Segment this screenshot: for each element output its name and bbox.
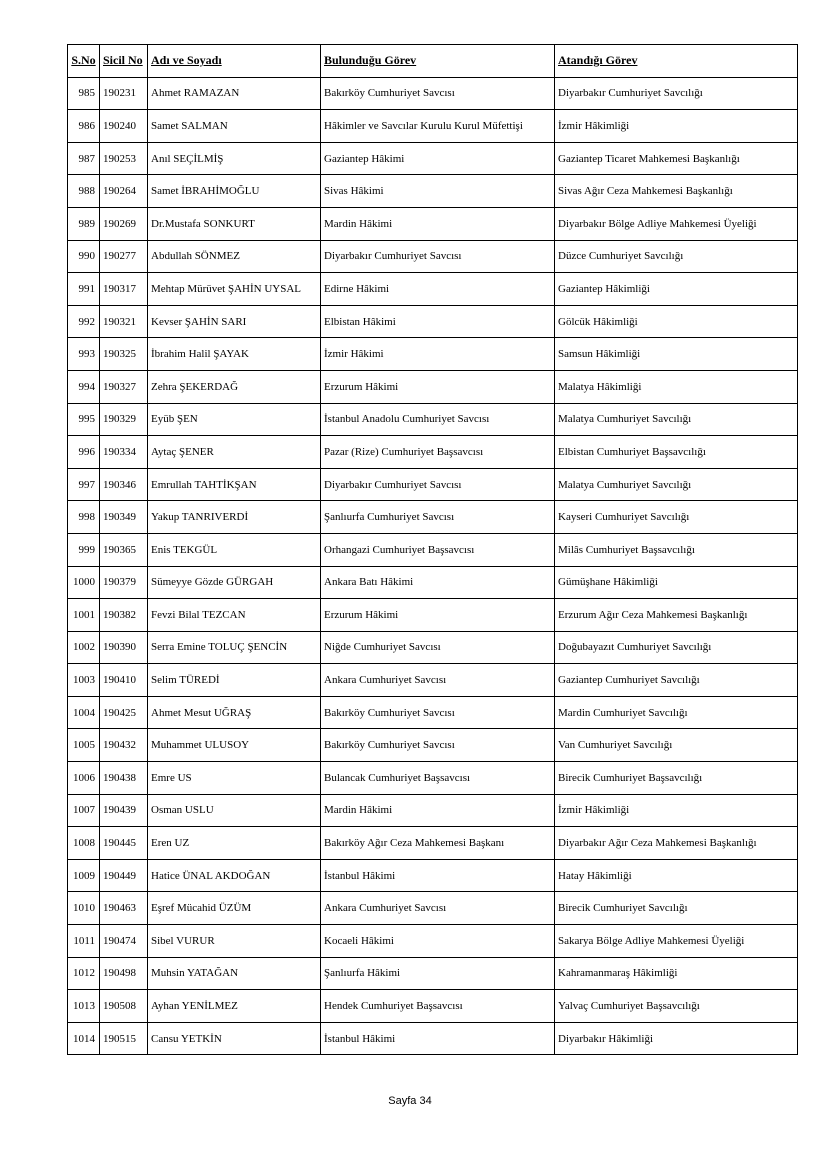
cell-current-post: Ankara Cumhuriyet Savcısı bbox=[321, 664, 555, 697]
cell-name: Samet İBRAHİMOĞLU bbox=[148, 175, 321, 208]
cell-name: Hatice ÜNAL AKDOĞAN bbox=[148, 859, 321, 892]
cell-sno: 1012 bbox=[68, 957, 100, 990]
table-body bbox=[68, 77, 798, 1055]
cell-name: Eşref Mücahid ÜZÜM bbox=[148, 892, 321, 925]
cell-sicil-no: 190515 bbox=[100, 1022, 148, 1055]
cell-name: Dr.Mustafa SONKURT bbox=[148, 207, 321, 240]
table-row bbox=[68, 1022, 798, 1055]
table-row bbox=[68, 468, 798, 501]
table-row bbox=[68, 273, 798, 306]
cell-current-post: Kocaeli Hâkimi bbox=[321, 925, 555, 958]
cell-name: Anıl SEÇİLMİŞ bbox=[148, 142, 321, 175]
cell-sno: 1009 bbox=[68, 859, 100, 892]
cell-assigned-post: Van Cumhuriyet Savcılığı bbox=[555, 729, 798, 762]
cell-sicil-no: 190445 bbox=[100, 827, 148, 860]
cell-sno: 989 bbox=[68, 207, 100, 240]
cell-current-post: Niğde Cumhuriyet Savcısı bbox=[321, 631, 555, 664]
cell-name: Eyüb ŞEN bbox=[148, 403, 321, 436]
cell-sno: 1002 bbox=[68, 631, 100, 664]
cell-sicil-no: 190317 bbox=[100, 273, 148, 306]
cell-sno: 990 bbox=[68, 240, 100, 273]
cell-current-post: Şanlıurfa Cumhuriyet Savcısı bbox=[321, 501, 555, 534]
cell-sno: 1003 bbox=[68, 664, 100, 697]
cell-name: Serra Emine TOLUÇ ŞENCİN bbox=[148, 631, 321, 664]
table-row bbox=[68, 892, 798, 925]
cell-name: Sümeyye Gözde GÜRGAH bbox=[148, 566, 321, 599]
cell-sno: 1005 bbox=[68, 729, 100, 762]
table-row bbox=[68, 794, 798, 827]
cell-sicil-no: 190449 bbox=[100, 859, 148, 892]
cell-sno: 999 bbox=[68, 533, 100, 566]
table-row bbox=[68, 729, 798, 762]
cell-name: Ayhan YENİLMEZ bbox=[148, 990, 321, 1023]
cell-sicil-no: 190321 bbox=[100, 305, 148, 338]
cell-sno: 1006 bbox=[68, 762, 100, 795]
cell-sicil-no: 190474 bbox=[100, 925, 148, 958]
cell-assigned-post: Hatay Hâkimliği bbox=[555, 859, 798, 892]
cell-name: Ahmet Mesut UĞRAŞ bbox=[148, 696, 321, 729]
table-row bbox=[68, 664, 798, 697]
cell-assigned-post: Yalvaç Cumhuriyet Başsavcılığı bbox=[555, 990, 798, 1023]
table-row bbox=[68, 696, 798, 729]
cell-name: Osman USLU bbox=[148, 794, 321, 827]
cell-sicil-no: 190349 bbox=[100, 501, 148, 534]
cell-sicil-no: 190269 bbox=[100, 207, 148, 240]
cell-assigned-post: Elbistan Cumhuriyet Başsavcılığı bbox=[555, 436, 798, 469]
table-row bbox=[68, 827, 798, 860]
cell-sicil-no: 190325 bbox=[100, 338, 148, 371]
cell-assigned-post: Milâs Cumhuriyet Başsavcılığı bbox=[555, 533, 798, 566]
cell-name: Aytaç ŞENER bbox=[148, 436, 321, 469]
cell-sicil-no: 190253 bbox=[100, 142, 148, 175]
cell-sicil-no: 190390 bbox=[100, 631, 148, 664]
cell-current-post: Bakırköy Ağır Ceza Mahkemesi Başkanı bbox=[321, 827, 555, 860]
table-row bbox=[68, 142, 798, 175]
cell-sno: 995 bbox=[68, 403, 100, 436]
header-name: Adı ve Soyadı bbox=[148, 45, 321, 78]
cell-current-post: Gaziantep Hâkimi bbox=[321, 142, 555, 175]
cell-assigned-post: Sivas Ağır Ceza Mahkemesi Başkanlığı bbox=[555, 175, 798, 208]
cell-sicil-no: 190432 bbox=[100, 729, 148, 762]
cell-sno: 1008 bbox=[68, 827, 100, 860]
cell-name: Zehra ŞEKERDAĞ bbox=[148, 370, 321, 403]
cell-current-post: Hendek Cumhuriyet Başsavcısı bbox=[321, 990, 555, 1023]
cell-current-post: Pazar (Rize) Cumhuriyet Başsavcısı bbox=[321, 436, 555, 469]
cell-sicil-no: 190365 bbox=[100, 533, 148, 566]
cell-sno: 987 bbox=[68, 142, 100, 175]
cell-current-post: Elbistan Hâkimi bbox=[321, 305, 555, 338]
cell-current-post: Edirne Hâkimi bbox=[321, 273, 555, 306]
cell-current-post: Ankara Batı Hâkimi bbox=[321, 566, 555, 599]
cell-assigned-post: Diyarbakır Cumhuriyet Savcılığı bbox=[555, 77, 798, 110]
table-row bbox=[68, 925, 798, 958]
cell-sicil-no: 190277 bbox=[100, 240, 148, 273]
cell-sicil-no: 190438 bbox=[100, 762, 148, 795]
cell-current-post: Orhangazi Cumhuriyet Başsavcısı bbox=[321, 533, 555, 566]
table-header-row bbox=[68, 45, 798, 78]
table-row bbox=[68, 957, 798, 990]
cell-name: Fevzi Bilal TEZCAN bbox=[148, 599, 321, 632]
cell-name: Emre US bbox=[148, 762, 321, 795]
cell-name: Eren UZ bbox=[148, 827, 321, 860]
cell-assigned-post: Samsun Hâkimliği bbox=[555, 338, 798, 371]
cell-current-post: Şanlıurfa Hâkimi bbox=[321, 957, 555, 990]
cell-current-post: Bakırköy Cumhuriyet Savcısı bbox=[321, 729, 555, 762]
cell-sicil-no: 190231 bbox=[100, 77, 148, 110]
cell-current-post: Bakırköy Cumhuriyet Savcısı bbox=[321, 77, 555, 110]
cell-sno: 1001 bbox=[68, 599, 100, 632]
cell-assigned-post: Malatya Cumhuriyet Savcılığı bbox=[555, 468, 798, 501]
cell-sno: 985 bbox=[68, 77, 100, 110]
header-assigned-post: Atandığı Görev bbox=[555, 45, 798, 78]
cell-name: Selim TÜREDİ bbox=[148, 664, 321, 697]
cell-assigned-post: Gölcük Hâkimliği bbox=[555, 305, 798, 338]
table-row bbox=[68, 599, 798, 632]
cell-assigned-post: Malatya Cumhuriyet Savcılığı bbox=[555, 403, 798, 436]
cell-sno: 1004 bbox=[68, 696, 100, 729]
cell-current-post: İstanbul Anadolu Cumhuriyet Savcısı bbox=[321, 403, 555, 436]
cell-name: Sibel VURUR bbox=[148, 925, 321, 958]
cell-name: Kevser ŞAHİN SARI bbox=[148, 305, 321, 338]
cell-assigned-post: Gaziantep Cumhuriyet Savcılığı bbox=[555, 664, 798, 697]
cell-current-post: İzmir Hâkimi bbox=[321, 338, 555, 371]
table-row bbox=[68, 501, 798, 534]
header-sno: S.No bbox=[68, 45, 100, 78]
cell-sicil-no: 190439 bbox=[100, 794, 148, 827]
table-row bbox=[68, 175, 798, 208]
cell-name: Emrullah TAHTİKŞAN bbox=[148, 468, 321, 501]
cell-name: Muhsin YATAĞAN bbox=[148, 957, 321, 990]
table-row bbox=[68, 207, 798, 240]
cell-current-post: Bakırköy Cumhuriyet Savcısı bbox=[321, 696, 555, 729]
cell-sno: 1014 bbox=[68, 1022, 100, 1055]
cell-sicil-no: 190264 bbox=[100, 175, 148, 208]
cell-sno: 996 bbox=[68, 436, 100, 469]
cell-assigned-post: Gümüşhane Hâkimliği bbox=[555, 566, 798, 599]
cell-sicil-no: 190379 bbox=[100, 566, 148, 599]
cell-assigned-post: Sakarya Bölge Adliye Mahkemesi Üyeliği bbox=[555, 925, 798, 958]
cell-name: Abdullah SÖNMEZ bbox=[148, 240, 321, 273]
cell-current-post: Ankara Cumhuriyet Savcısı bbox=[321, 892, 555, 925]
cell-name: Ahmet RAMAZAN bbox=[148, 77, 321, 110]
cell-assigned-post: Malatya Hâkimliği bbox=[555, 370, 798, 403]
table-row bbox=[68, 762, 798, 795]
cell-sicil-no: 190334 bbox=[100, 436, 148, 469]
cell-assigned-post: İzmir Hâkimliği bbox=[555, 794, 798, 827]
table-row bbox=[68, 990, 798, 1023]
cell-sicil-no: 190410 bbox=[100, 664, 148, 697]
table-row bbox=[68, 403, 798, 436]
cell-current-post: Erzurum Hâkimi bbox=[321, 370, 555, 403]
cell-sno: 992 bbox=[68, 305, 100, 338]
table-row bbox=[68, 77, 798, 110]
cell-current-post: İstanbul Hâkimi bbox=[321, 859, 555, 892]
cell-sno: 988 bbox=[68, 175, 100, 208]
table-row bbox=[68, 859, 798, 892]
cell-sno: 1000 bbox=[68, 566, 100, 599]
cell-name: Mehtap Mürüvet ŞAHİN UYSAL bbox=[148, 273, 321, 306]
table-row bbox=[68, 338, 798, 371]
cell-assigned-post: Diyarbakır Bölge Adliye Mahkemesi Üyeliği bbox=[555, 207, 798, 240]
cell-assigned-post: Diyarbakır Ağır Ceza Mahkemesi Başkanlığı bbox=[555, 827, 798, 860]
cell-current-post: Diyarbakır Cumhuriyet Savcısı bbox=[321, 468, 555, 501]
cell-current-post: Hâkimler ve Savcılar Kurulu Kurul Müfettişi bbox=[321, 110, 555, 143]
header-current-post: Bulunduğu Görev bbox=[321, 45, 555, 78]
cell-assigned-post: Kahramanmaraş Hâkimliği bbox=[555, 957, 798, 990]
cell-sicil-no: 190346 bbox=[100, 468, 148, 501]
cell-assigned-post: Kayseri Cumhuriyet Savcılığı bbox=[555, 501, 798, 534]
cell-sicil-no: 190463 bbox=[100, 892, 148, 925]
cell-assigned-post: Gaziantep Hâkimliği bbox=[555, 273, 798, 306]
cell-name: Enis TEKGÜL bbox=[148, 533, 321, 566]
cell-name: İbrahim Halil ŞAYAK bbox=[148, 338, 321, 371]
cell-sicil-no: 190327 bbox=[100, 370, 148, 403]
cell-sno: 1010 bbox=[68, 892, 100, 925]
cell-current-post: Diyarbakır Cumhuriyet Savcısı bbox=[321, 240, 555, 273]
cell-current-post: Mardin Hâkimi bbox=[321, 794, 555, 827]
cell-sno: 991 bbox=[68, 273, 100, 306]
table-row bbox=[68, 631, 798, 664]
cell-current-post: İstanbul Hâkimi bbox=[321, 1022, 555, 1055]
cell-current-post: Mardin Hâkimi bbox=[321, 207, 555, 240]
table-row bbox=[68, 240, 798, 273]
cell-sno: 997 bbox=[68, 468, 100, 501]
cell-name: Cansu YETKİN bbox=[148, 1022, 321, 1055]
table-row bbox=[68, 566, 798, 599]
cell-sicil-no: 190240 bbox=[100, 110, 148, 143]
cell-name: Samet SALMAN bbox=[148, 110, 321, 143]
cell-assigned-post: Erzurum Ağır Ceza Mahkemesi Başkanlığı bbox=[555, 599, 798, 632]
table-row bbox=[68, 533, 798, 566]
table-row bbox=[68, 370, 798, 403]
table-row bbox=[68, 110, 798, 143]
header-sicil-no: Sicil No bbox=[100, 45, 148, 78]
cell-name: Muhammet ULUSOY bbox=[148, 729, 321, 762]
cell-assigned-post: Birecik Cumhuriyet Savcılığı bbox=[555, 892, 798, 925]
cell-sno: 1011 bbox=[68, 925, 100, 958]
cell-sno: 1007 bbox=[68, 794, 100, 827]
cell-sicil-no: 190425 bbox=[100, 696, 148, 729]
cell-assigned-post: Düzce Cumhuriyet Savcılığı bbox=[555, 240, 798, 273]
cell-assigned-post: Diyarbakır Hâkimliği bbox=[555, 1022, 798, 1055]
cell-assigned-post: Birecik Cumhuriyet Başsavcılığı bbox=[555, 762, 798, 795]
cell-sno: 993 bbox=[68, 338, 100, 371]
cell-assigned-post: Doğubayazıt Cumhuriyet Savcılığı bbox=[555, 631, 798, 664]
cell-sicil-no: 190508 bbox=[100, 990, 148, 1023]
cell-current-post: Bulancak Cumhuriyet Başsavcısı bbox=[321, 762, 555, 795]
cell-sicil-no: 190498 bbox=[100, 957, 148, 990]
page-number: Sayfa 34 bbox=[388, 1095, 432, 1107]
cell-sno: 998 bbox=[68, 501, 100, 534]
cell-sicil-no: 190382 bbox=[100, 599, 148, 632]
appointment-table bbox=[67, 44, 798, 1055]
cell-name: Yakup TANRIVERDİ bbox=[148, 501, 321, 534]
cell-current-post: Sivas Hâkimi bbox=[321, 175, 555, 208]
table-row bbox=[68, 305, 798, 338]
cell-assigned-post: Gaziantep Ticaret Mahkemesi Başkanlığı bbox=[555, 142, 798, 175]
cell-assigned-post: Mardin Cumhuriyet Savcılığı bbox=[555, 696, 798, 729]
cell-current-post: Erzurum Hâkimi bbox=[321, 599, 555, 632]
table-row bbox=[68, 436, 798, 469]
cell-assigned-post: İzmir Hâkimliği bbox=[555, 110, 798, 143]
cell-sno: 1013 bbox=[68, 990, 100, 1023]
cell-sno: 994 bbox=[68, 370, 100, 403]
cell-sno: 986 bbox=[68, 110, 100, 143]
cell-sicil-no: 190329 bbox=[100, 403, 148, 436]
